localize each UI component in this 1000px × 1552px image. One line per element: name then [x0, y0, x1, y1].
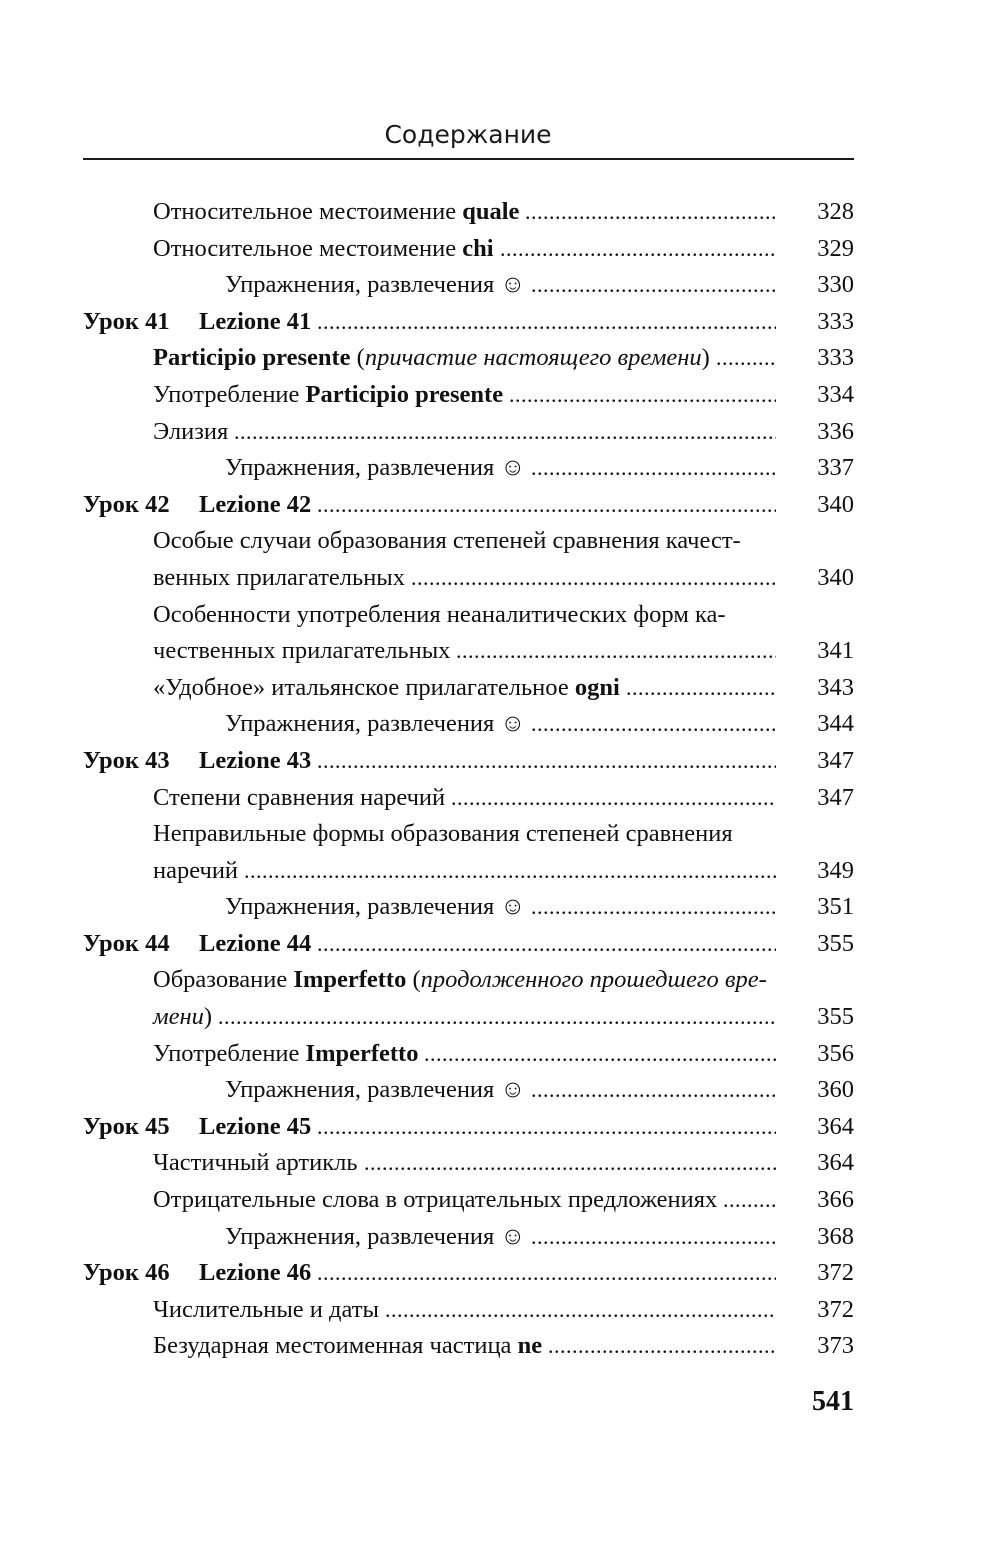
leader-dots [212, 999, 776, 1036]
entry-text: венных прилагательных [153, 563, 406, 591]
lesson-number: Урок 46 [83, 1259, 170, 1287]
entry-line-text [153, 1182, 717, 1219]
lesson-row [83, 1109, 854, 1146]
entry-line-text [153, 1036, 418, 1073]
lesson-number: Урок 42 [83, 490, 170, 518]
toc-page-number: 364 [817, 1149, 854, 1177]
leader-dots [503, 377, 776, 414]
toc-entry [83, 340, 854, 377]
entry-text: Неправильные формы образования степеней сравнения [153, 820, 733, 848]
toc-entry [83, 962, 854, 1035]
entry-text: Частичный артикль [153, 1149, 358, 1177]
entry-line [83, 340, 854, 377]
leader-dots [525, 1219, 776, 1256]
exercises-entry [83, 267, 854, 304]
entry-text: Упражнения, развлечения ☺ [225, 454, 526, 482]
exercises-entry [83, 889, 854, 926]
entry-line [83, 450, 854, 487]
entry-line-text [225, 889, 525, 926]
entry-text: ) [203, 1003, 213, 1031]
entry-line [83, 597, 854, 634]
entry-line-text [225, 450, 525, 487]
entry-line-text [153, 999, 212, 1036]
toc-page-number: 344 [817, 710, 854, 738]
entry-line [83, 377, 854, 414]
entry-line-text [153, 597, 726, 634]
toc-page-number: 372 [817, 1295, 854, 1323]
toc-page-number: 356 [817, 1039, 854, 1067]
entry-line-text [153, 670, 620, 707]
toc-page-number: 336 [817, 417, 854, 445]
lesson-number: Урок 41 [83, 307, 170, 335]
leader-dots [405, 560, 776, 597]
entry-text: Упражнения, развлечения ☺ [225, 710, 526, 738]
toc-page-number: 337 [817, 454, 854, 482]
toc-entry [83, 194, 854, 231]
entry-text: ( [406, 966, 421, 994]
entry-line [83, 1072, 854, 1109]
exercises-entry [83, 450, 854, 487]
entry-line-text [153, 414, 228, 451]
entry-text: Упражнения, развлечения ☺ [225, 271, 526, 299]
entry-line [83, 670, 854, 707]
toc-page-number: 368 [817, 1222, 854, 1250]
entry-line-text [225, 267, 525, 304]
leader-dots [311, 743, 776, 780]
toc-page-number: 364 [817, 1112, 854, 1140]
toc-entry [83, 597, 854, 670]
bold-term: Participio presente [153, 344, 351, 372]
lesson-number: Урок 44 [83, 929, 170, 957]
toc-entry [83, 1182, 854, 1219]
leader-dots [358, 1145, 776, 1182]
leader-line [83, 1109, 776, 1146]
toc-page-number: 330 [817, 271, 854, 299]
leader-dots [620, 670, 776, 707]
running-head-title: Содержание [384, 120, 552, 149]
entry-text: Упражнения, развлечения ☺ [225, 893, 526, 921]
lesson-title: Lezione 41 [199, 307, 312, 335]
italic-gloss: продолженного прошедшего вре- [420, 966, 767, 994]
entry-text: Образование [153, 966, 294, 994]
lesson-row [83, 1255, 854, 1292]
toc-entry [83, 1328, 854, 1365]
toc-page-number: 355 [817, 929, 854, 957]
entry-line [83, 194, 854, 231]
entry-line [83, 780, 854, 817]
entry-line [83, 853, 854, 890]
entry-text: Отрицательные слова в отрицательных предложениях [153, 1186, 718, 1214]
bold-term: ne [517, 1332, 543, 1360]
entry-line-text [153, 816, 733, 853]
leader-line [83, 304, 776, 341]
entry-line-text [153, 340, 710, 377]
entry-line [83, 1036, 854, 1073]
toc-entry [83, 1036, 854, 1073]
bold-term: chi [462, 234, 494, 262]
leader-dots [379, 1292, 776, 1329]
toc-page-number: 333 [817, 344, 854, 372]
toc-page-number: 341 [817, 637, 854, 665]
entry-line [83, 560, 854, 597]
toc-page-number: 334 [817, 380, 854, 408]
entry-line-text [153, 1328, 542, 1365]
toc-entry [83, 231, 854, 268]
entry-line-text [153, 560, 405, 597]
toc-entry [83, 377, 854, 414]
entry-line [83, 633, 854, 670]
entry-line-text [225, 706, 525, 743]
lesson-title: Lezione 46 [199, 1259, 312, 1287]
leader-dots [717, 1182, 776, 1219]
leader-dots [542, 1328, 776, 1365]
toc-page-number: 347 [817, 783, 854, 811]
toc-entry [83, 414, 854, 451]
entry-line [83, 706, 854, 743]
leader-dots [418, 1036, 776, 1073]
entry-line [83, 523, 854, 560]
entry-line-text [153, 194, 519, 231]
italic-gloss: мени [153, 1003, 204, 1031]
entry-line [83, 962, 854, 999]
exercises-entry [83, 706, 854, 743]
toc-page-number: 340 [817, 490, 854, 518]
leader-dots [238, 853, 776, 890]
leader-dots [710, 340, 776, 377]
leader-dots [525, 1072, 776, 1109]
toc-page-number: 343 [817, 673, 854, 701]
toc-page-number: 329 [817, 234, 854, 262]
entry-line-text [153, 633, 450, 670]
lesson-row [83, 743, 854, 780]
toc-page-number: 355 [817, 1003, 854, 1031]
page-number: 541 [812, 1386, 854, 1417]
toc-page-number: 373 [817, 1332, 854, 1360]
italic-gloss: причастие настоящего времени [364, 344, 702, 372]
bold-term: Imperfetto [305, 1039, 419, 1067]
lesson-number: Урок 45 [83, 1112, 170, 1140]
leader-dots [525, 706, 776, 743]
toc-entry [83, 1292, 854, 1329]
entry-text: наречий [153, 856, 239, 884]
entry-line [83, 1219, 854, 1256]
leader-dots [525, 267, 776, 304]
entry-line-text [153, 1145, 358, 1182]
entry-text: Степени сравнения наречий [153, 783, 446, 811]
table-of-contents [83, 194, 854, 1365]
entry-text: ( [350, 344, 365, 372]
exercises-entry [83, 1219, 854, 1256]
entry-line [83, 414, 854, 451]
entry-text: «Удобное» итальянское прилагательное [153, 673, 575, 701]
toc-page-number: 360 [817, 1076, 854, 1104]
toc-page-number: 328 [817, 198, 854, 225]
bold-term: Participio presente [305, 380, 504, 408]
entry-line-text [153, 377, 503, 414]
leader-dots [311, 304, 776, 341]
leader-line [83, 1255, 776, 1292]
entry-text: Употребление [153, 380, 306, 408]
entry-line-text [225, 1072, 525, 1109]
entry-text: Упражнения, развлечения ☺ [225, 1222, 526, 1250]
entry-text: Особенности употребления неаналитических форм ка- [153, 600, 726, 628]
bold-term: Imperfetto [293, 966, 407, 994]
entry-line [83, 1182, 854, 1219]
entry-text: Относительное местоимение [153, 234, 463, 262]
entry-line [83, 231, 854, 268]
toc-page-number: 366 [817, 1186, 854, 1214]
entry-line-text [153, 962, 767, 999]
entry-line [83, 267, 854, 304]
toc-page-number: 340 [817, 563, 854, 591]
leader-dots [445, 780, 776, 817]
entry-line [83, 999, 854, 1036]
leader-line [83, 487, 776, 524]
toc-page-number: 372 [817, 1259, 854, 1287]
leader-dots [494, 231, 776, 268]
entry-line [83, 816, 854, 853]
leader-dots [311, 1255, 776, 1292]
entry-text: Употребление [153, 1039, 306, 1067]
leader-line [83, 743, 776, 780]
leader-dots [519, 194, 776, 231]
bold-term: quale [462, 198, 520, 225]
entry-line [83, 889, 854, 926]
entry-line-text [225, 1219, 525, 1256]
entry-text: Числительные и даты [153, 1295, 379, 1323]
toc-entry [83, 670, 854, 707]
entry-line [83, 1292, 854, 1329]
toc-page-number: 351 [817, 893, 854, 921]
toc-entry [83, 816, 854, 889]
toc-entry [83, 523, 854, 596]
entry-line-text [153, 853, 238, 890]
bold-term: ogni [574, 673, 620, 701]
leader-dots [525, 889, 776, 926]
entry-text: Особые случаи образования степеней сравнения качест- [153, 527, 741, 555]
toc-entry [83, 780, 854, 817]
entry-text: чественных прилагательных [153, 637, 451, 665]
lesson-title: Lezione 42 [199, 490, 312, 518]
toc-entry [83, 1145, 854, 1182]
entry-text: Относительное местоимение [153, 198, 463, 225]
entry-text: Элизия [153, 417, 229, 445]
toc-page-number: 333 [817, 307, 854, 335]
entry-line-text [153, 1292, 379, 1329]
entry-text: Безударная местоименная частица [153, 1332, 518, 1360]
entry-line-text [153, 231, 494, 268]
lesson-row [83, 304, 854, 341]
lesson-title: Lezione 44 [199, 929, 312, 957]
header-rule [83, 158, 854, 160]
lesson-number: Урок 43 [83, 746, 170, 774]
exercises-entry [83, 1072, 854, 1109]
lesson-title: Lezione 45 [199, 1112, 312, 1140]
entry-line [83, 1328, 854, 1365]
leader-dots [228, 414, 776, 451]
lesson-title: Lezione 43 [199, 746, 312, 774]
lesson-row [83, 487, 854, 524]
leader-dots [311, 1109, 776, 1146]
leader-line [83, 926, 776, 963]
toc-page-number: 349 [817, 856, 854, 884]
leader-dots [311, 487, 776, 524]
entry-text: Упражнения, развлечения ☺ [225, 1076, 526, 1104]
entry-line [83, 1145, 854, 1182]
toc-page-number: 347 [817, 746, 854, 774]
entry-line-text [153, 780, 445, 817]
entry-line-text [153, 523, 741, 560]
entry-text: ) [701, 344, 710, 372]
leader-dots [450, 633, 776, 670]
leader-dots [311, 926, 776, 963]
leader-dots [525, 450, 776, 487]
lesson-row [83, 926, 854, 963]
